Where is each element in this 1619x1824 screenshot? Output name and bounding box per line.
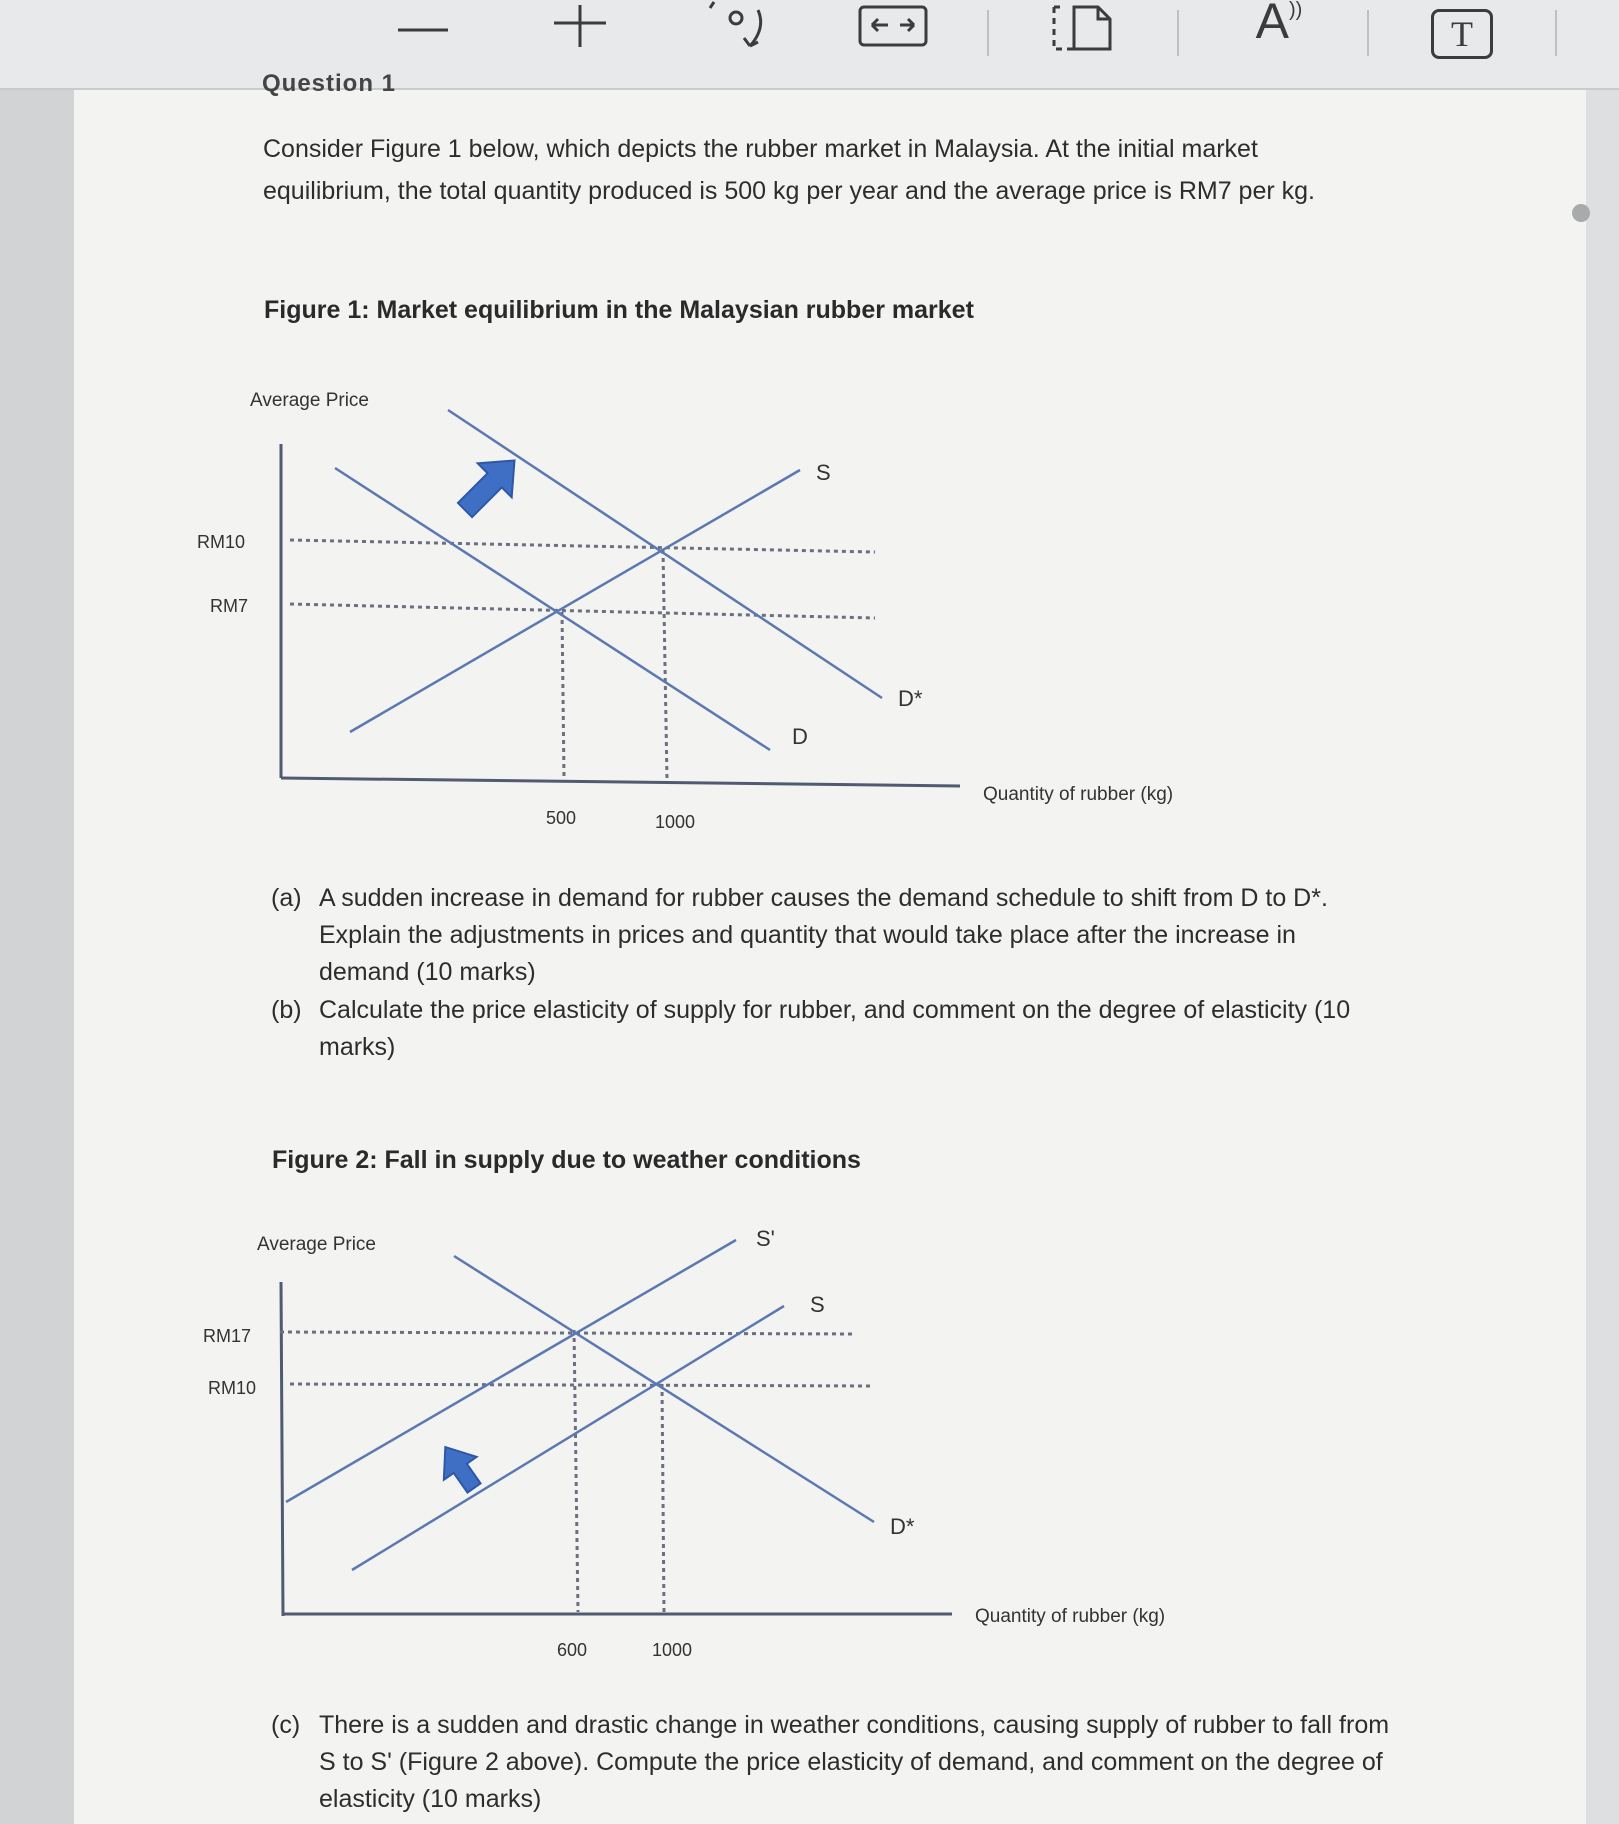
rotate-button[interactable] [700,0,770,60]
fig2-xlabel: Quantity of rubber (kg) [975,1606,1166,1627]
fig2-label-dstar: D* [890,1514,915,1539]
zoom-in-button[interactable] [550,0,610,60]
rotate-icon [700,2,770,58]
figure1-chart [180,380,1220,840]
question-c-line2: S to S' (Figure 2 above). Compute the price elasticity of demand, and comment on the degree of [319,1748,1383,1776]
question-a-line1: A sudden increase in demand for rubber causes the demand schedule to shift from D to D*. [319,884,1328,912]
fig2-dotted-rm10 [290,1384,870,1386]
fig1-x-axis [281,778,960,786]
left-margin [0,90,74,1824]
figure1-title: Figure 1: Market equilibrium in the Malaysian rubber market [264,296,974,324]
page-view-icon [1048,3,1116,57]
fig2-label-s: S [810,1292,825,1317]
question-c-line3: elasticity (10 marks) [319,1785,542,1813]
fig2-xtick-1000: 1000 [652,1640,693,1660]
fig1-xlabel: Quantity of rubber (kg) [983,784,1174,805]
fig1-xtick-1000: 1000 [655,812,696,832]
question-a-line2: Explain the adjustments in prices and quantity that would take place after the increase in [319,921,1296,949]
text-icon: T [1431,9,1493,59]
page-view-button[interactable] [1048,0,1116,60]
toolbar-separator [1555,10,1557,56]
fig1-xtick-500: 500 [546,808,577,828]
fig1-label-dstar: D* [898,686,923,711]
fig2-supply-s [352,1306,784,1570]
toolbar-separator [987,10,989,56]
read-aloud-icon: A)) [1255,0,1303,49]
plus-icon [550,5,610,55]
fig2-ytick-rm17: RM17 [203,1326,252,1346]
reader-toolbar [0,0,1619,90]
figure2-chart [180,1220,1220,1680]
fig1-supply-s [350,470,800,732]
figure2-title: Figure 2: Fall in supply due to weather conditions [272,1146,861,1174]
fig2-dotted-600 [574,1330,578,1612]
scroll-thumb[interactable] [1572,204,1590,222]
fig2-label-sprime: S' [756,1226,775,1251]
fig1-ylabel: Average Price [250,390,369,411]
fig1-dotted-1000 [663,550,667,780]
text-options-button[interactable] [1428,0,1496,60]
fig2-supply-sprime [286,1240,736,1502]
question-c-label: (c) [271,1711,301,1739]
question-a-label: (a) [271,884,302,912]
question-a-line3: demand (10 marks) [319,958,536,986]
question-b-line1: Calculate the price elasticity of supply for rubber, and comment on the degree of elasticity (10 [319,996,1351,1024]
question-c [271,1707,1451,1824]
fig2-ylabel: Average Price [257,1234,376,1255]
question-heading-cut: Question 1 [262,70,397,97]
fig1-dotted-rm7 [290,604,875,618]
fig1-dotted-500 [562,612,564,778]
toolbar-separator [1367,10,1369,56]
intro-line-1: Consider Figure 1 below, which depicts the rubber market in Malaysia. At the initial market [263,135,1258,163]
fig1-ytick-rm10: RM10 [197,532,246,552]
intro-line-2: equilibrium, the total quantity produced is 500 kg per year and the average price is RM7 per kg. [263,177,1315,205]
fig2-dotted-1000 [662,1384,664,1612]
fit-width-button[interactable] [858,0,930,60]
scrollbar-track[interactable] [1586,90,1619,1824]
fig1-label-s: S [816,460,831,485]
fig1-ytick-rm7: RM7 [210,596,249,616]
fig2-xtick-600: 600 [557,1640,588,1660]
minus-icon [396,20,450,40]
fig1-demand-d [335,468,770,750]
fig2-dotted-rm17 [280,1332,856,1334]
question-a [271,880,1431,1000]
toolbar-separator [1177,10,1179,56]
question-b [271,992,1431,1072]
fig1-dotted-rm10 [290,540,875,552]
question-b-label: (b) [271,996,302,1024]
question-b-line2: marks) [319,1033,396,1061]
fig1-label-d: D [792,724,808,749]
zoom-out-button[interactable] [396,0,450,60]
read-aloud-button[interactable] [1244,0,1314,60]
fit-width-icon [858,5,930,55]
question-c-line1: There is a sudden and drastic change in weather conditions, causing supply of rubber to fall from [319,1711,1390,1739]
fig2-ytick-rm10: RM10 [208,1378,257,1398]
